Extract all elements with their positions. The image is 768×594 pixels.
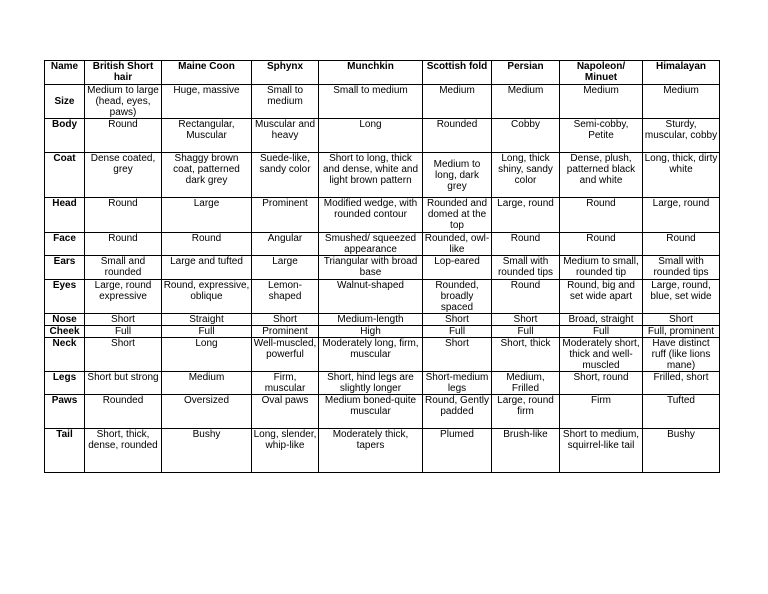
table-cell: Large, round bbox=[492, 198, 560, 233]
table-cell: Short bbox=[252, 314, 319, 326]
table-cell: Well-muscled, powerful bbox=[252, 338, 319, 372]
table-cell: Short, thick, dense, rounded bbox=[85, 429, 162, 473]
table-cell: Short bbox=[643, 314, 720, 326]
table-row bbox=[45, 429, 720, 473]
breed-comparison-table bbox=[44, 60, 720, 473]
table-cell: Medium to large (head, eyes, paws) bbox=[85, 85, 162, 119]
row-header: Legs bbox=[45, 372, 85, 395]
table-cell: Angular bbox=[252, 233, 319, 256]
table-cell: Semi-cobby, Petite bbox=[560, 119, 643, 153]
table-cell: Dense, plush, patterned black and white bbox=[560, 153, 643, 198]
table-cell: Full, prominent bbox=[643, 326, 720, 338]
table-cell: Long bbox=[162, 338, 252, 372]
breed-comparison-table-container bbox=[44, 60, 719, 473]
column-header-name: Name bbox=[45, 61, 85, 85]
table-cell: Round bbox=[85, 198, 162, 233]
table-cell: Short to medium, squirrel-like tail bbox=[560, 429, 643, 473]
table-row bbox=[45, 280, 720, 314]
table-cell: Small and rounded bbox=[85, 256, 162, 280]
table-cell: Oval paws bbox=[252, 395, 319, 429]
table-cell: Bushy bbox=[643, 429, 720, 473]
row-header: Ears bbox=[45, 256, 85, 280]
table-cell: Long, slender, whip-like bbox=[252, 429, 319, 473]
table-cell: Firm bbox=[560, 395, 643, 429]
table-cell: Huge, massive bbox=[162, 85, 252, 119]
column-header-breed: Scottish fold bbox=[423, 61, 492, 85]
table-cell: Short bbox=[85, 314, 162, 326]
table-row bbox=[45, 338, 720, 372]
table-cell: Medium bbox=[162, 372, 252, 395]
table-cell: Round, Gently padded bbox=[423, 395, 492, 429]
table-cell: Rounded and domed at the top bbox=[423, 198, 492, 233]
table-cell: Sturdy, muscular, cobby bbox=[643, 119, 720, 153]
table-cell: Prominent bbox=[252, 198, 319, 233]
table-cell: Muscular and heavy bbox=[252, 119, 319, 153]
table-cell: Suede-like, sandy color bbox=[252, 153, 319, 198]
table-cell: Medium-length bbox=[319, 314, 423, 326]
table-cell: Short but strong bbox=[85, 372, 162, 395]
table-cell: Straight bbox=[162, 314, 252, 326]
table-cell: Medium bbox=[492, 85, 560, 119]
table-cell: Large, round firm bbox=[492, 395, 560, 429]
table-row bbox=[45, 198, 720, 233]
table-cell: Brush-like bbox=[492, 429, 560, 473]
table-cell: Rounded bbox=[423, 119, 492, 153]
table-cell: Dense coated, grey bbox=[85, 153, 162, 198]
table-cell: Full bbox=[492, 326, 560, 338]
row-header: Eyes bbox=[45, 280, 85, 314]
table-cell: Small with rounded tips bbox=[492, 256, 560, 280]
table-cell: Short bbox=[492, 314, 560, 326]
row-header: Neck bbox=[45, 338, 85, 372]
table-cell: Medium bbox=[643, 85, 720, 119]
table-cell: Prominent bbox=[252, 326, 319, 338]
table-cell: Rectangular, Muscular bbox=[162, 119, 252, 153]
table-cell: Round bbox=[492, 233, 560, 256]
table-cell: Lop-eared bbox=[423, 256, 492, 280]
table-row bbox=[45, 395, 720, 429]
table-row bbox=[45, 372, 720, 395]
column-header-breed: Sphynx bbox=[252, 61, 319, 85]
row-header: Size bbox=[45, 85, 85, 119]
table-cell: Rounded bbox=[85, 395, 162, 429]
row-header: Head bbox=[45, 198, 85, 233]
table-cell: Round bbox=[560, 233, 643, 256]
row-header: Cheek bbox=[45, 326, 85, 338]
column-header-breed: Napoleon/ Minuet bbox=[560, 61, 643, 85]
table-cell: Round bbox=[643, 233, 720, 256]
table-cell: Large and tufted bbox=[162, 256, 252, 280]
table-cell: High bbox=[319, 326, 423, 338]
table-cell: Short bbox=[423, 314, 492, 326]
table-cell: Full bbox=[85, 326, 162, 338]
table-cell: Large, round, blue, set wide bbox=[643, 280, 720, 314]
table-cell: Long bbox=[319, 119, 423, 153]
table-cell: Rounded, broadly spaced bbox=[423, 280, 492, 314]
table-cell: Rounded, owl-like bbox=[423, 233, 492, 256]
table-cell: Medium boned-quite muscular bbox=[319, 395, 423, 429]
row-header: Tail bbox=[45, 429, 85, 473]
table-cell: Round, expressive, oblique bbox=[162, 280, 252, 314]
table-cell: Large, round bbox=[643, 198, 720, 233]
table-cell: Medium to small, rounded tip bbox=[560, 256, 643, 280]
table-cell: Short to long, thick and dense, white and light brown pattern bbox=[319, 153, 423, 198]
table-cell: Short bbox=[85, 338, 162, 372]
table-row bbox=[45, 326, 720, 338]
column-header-breed: Himalayan bbox=[643, 61, 720, 85]
table-cell: Full bbox=[423, 326, 492, 338]
table-cell: Have distinct ruff (like lions mane) bbox=[643, 338, 720, 372]
table-cell: Full bbox=[560, 326, 643, 338]
table-cell: Small with rounded tips bbox=[643, 256, 720, 280]
column-header-breed: Maine Coon bbox=[162, 61, 252, 85]
table-cell: Oversized bbox=[162, 395, 252, 429]
table-cell: Lemon-shaped bbox=[252, 280, 319, 314]
table-row bbox=[45, 85, 720, 119]
table-cell: Large bbox=[252, 256, 319, 280]
row-header: Body bbox=[45, 119, 85, 153]
table-cell: Medium bbox=[560, 85, 643, 119]
table-cell: Short, round bbox=[560, 372, 643, 395]
row-header: Coat bbox=[45, 153, 85, 198]
table-cell: Walnut-shaped bbox=[319, 280, 423, 314]
table-cell: Long, thick shiny, sandy color bbox=[492, 153, 560, 198]
table-cell: Triangular with broad base bbox=[319, 256, 423, 280]
table-body bbox=[45, 85, 720, 473]
table-cell: Round bbox=[85, 233, 162, 256]
table-cell: Round bbox=[492, 280, 560, 314]
table-cell: Round bbox=[560, 198, 643, 233]
table-row bbox=[45, 233, 720, 256]
table-cell: Moderately long, firm, muscular bbox=[319, 338, 423, 372]
table-cell: Large, round expressive bbox=[85, 280, 162, 314]
row-header: Nose bbox=[45, 314, 85, 326]
table-cell: Broad, straight bbox=[560, 314, 643, 326]
table-cell: Full bbox=[162, 326, 252, 338]
table-cell: Small to medium bbox=[252, 85, 319, 119]
table-cell: Tufted bbox=[643, 395, 720, 429]
table-cell: Smushed/ squeezed appearance bbox=[319, 233, 423, 256]
table-row bbox=[45, 153, 720, 198]
column-header-breed: British Short hair bbox=[85, 61, 162, 85]
column-header-breed: Munchkin bbox=[319, 61, 423, 85]
table-cell: Firm, muscular bbox=[252, 372, 319, 395]
table-cell: Short bbox=[423, 338, 492, 372]
table-cell: Modified wedge, with rounded contour bbox=[319, 198, 423, 233]
table-cell: Short, thick bbox=[492, 338, 560, 372]
table-cell: Round, big and set wide apart bbox=[560, 280, 643, 314]
table-cell: Medium bbox=[423, 85, 492, 119]
table-cell: Large bbox=[162, 198, 252, 233]
table-header-row bbox=[45, 61, 720, 85]
table-cell: Medium to long, dark grey bbox=[423, 153, 492, 198]
table-row bbox=[45, 119, 720, 153]
table-row bbox=[45, 256, 720, 280]
table-cell: Medium, Frilled bbox=[492, 372, 560, 395]
table-cell: Frilled, short bbox=[643, 372, 720, 395]
column-header-breed: Persian bbox=[492, 61, 560, 85]
table-cell: Moderately thick, tapers bbox=[319, 429, 423, 473]
table-row bbox=[45, 314, 720, 326]
table-cell: Round bbox=[162, 233, 252, 256]
table-cell: Short, hind legs are slightly longer bbox=[319, 372, 423, 395]
table-cell: Plumed bbox=[423, 429, 492, 473]
table-cell: Shaggy brown coat, patterned dark grey bbox=[162, 153, 252, 198]
table-cell: Cobby bbox=[492, 119, 560, 153]
table-cell: Small to medium bbox=[319, 85, 423, 119]
table-cell: Moderately short, thick and well-muscled bbox=[560, 338, 643, 372]
row-header: Face bbox=[45, 233, 85, 256]
table-cell: Bushy bbox=[162, 429, 252, 473]
table-cell: Round bbox=[85, 119, 162, 153]
table-cell: Short-medium legs bbox=[423, 372, 492, 395]
table-cell: Long, thick, dirty white bbox=[643, 153, 720, 198]
row-header: Paws bbox=[45, 395, 85, 429]
